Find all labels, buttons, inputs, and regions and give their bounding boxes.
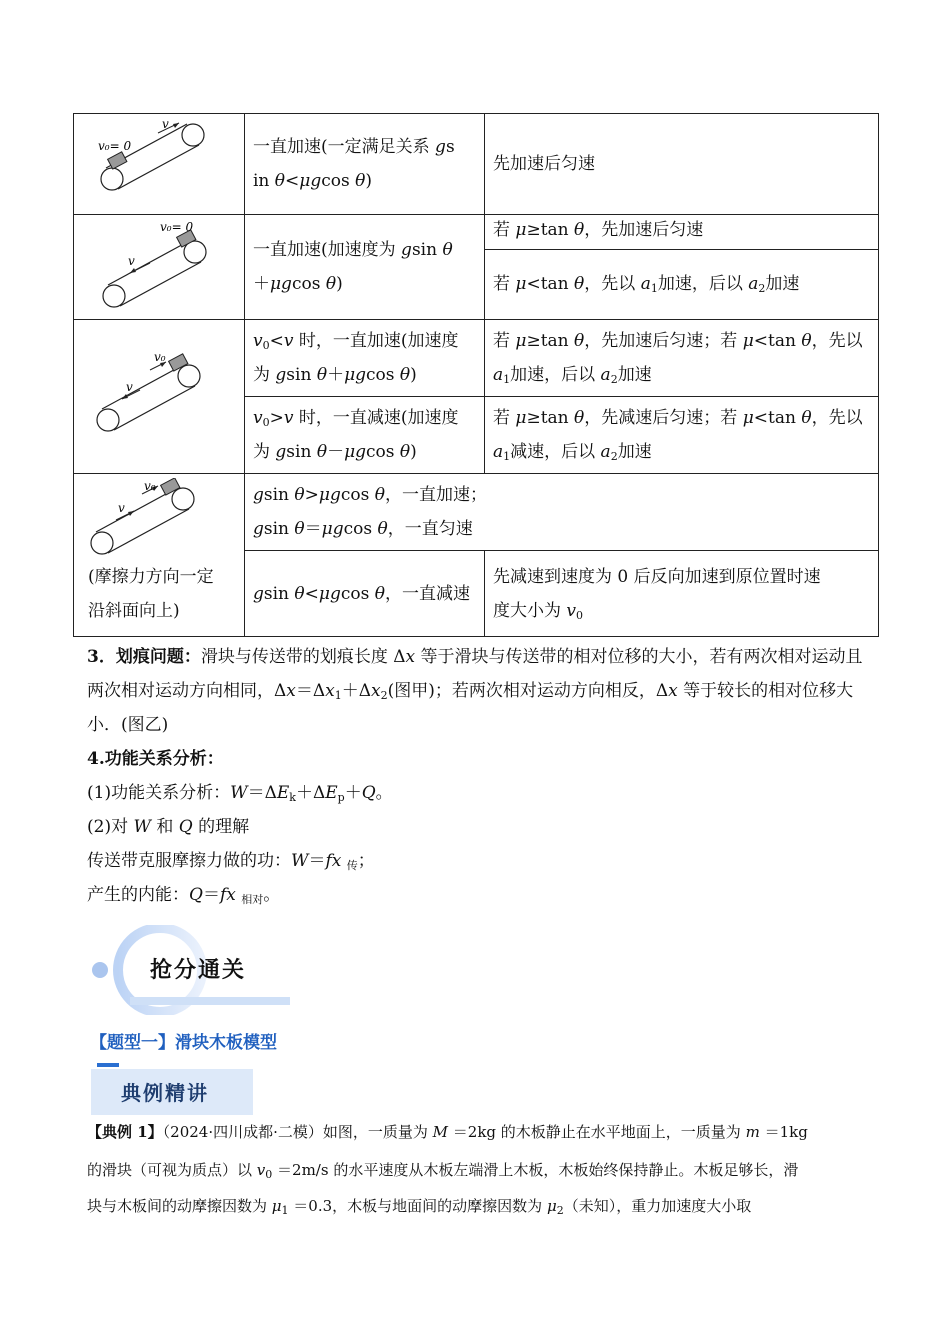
example-source: （2024·四川成都·二模） [162, 1123, 323, 1141]
section-4-title: 4.功能关系分析： [87, 749, 224, 769]
v0-label: v₀ [154, 349, 166, 364]
figure-cell-1 [74, 114, 245, 215]
type-title: 【题型一】滑块木板模型 [90, 1033, 277, 1053]
section-4-line2: (2)对 W 和 Q 的理解 [87, 817, 250, 837]
example-line-2: 的滑块（可视为质点）以 $v_0 =2m/s$ 的水平速度从木板左端滑上木板，木板始终保持静止。木板足够长，滑 [87, 1161, 799, 1181]
section-4-line4: 产生的内能：Q＝fx $_{相对}$。 [87, 885, 281, 906]
row4-condition-b: gsin θ<μgcos θ，一直减速 [245, 551, 485, 637]
banner-title: 抢分通关 [150, 958, 247, 983]
section-4-line3: 传送带克服摩擦力做的功：W＝fx $_传$； [87, 851, 375, 872]
row2-result-b: 若 μ<tan θ，先以 $a_1$加速，后以 $a_2$加速 [485, 249, 879, 319]
row4-top: gsin θ>μgcos θ，一直加速； gsin θ＝μgcos θ，一直匀速 [245, 474, 879, 551]
incline-belt-figure-2 [84, 219, 234, 315]
v0-label: v₀ [144, 479, 156, 493]
v0-label: v₀= 0 [160, 220, 194, 234]
incline-belt-figure-3 [84, 347, 234, 447]
section-4-line1: (1)功能关系分析：$W=\Delta E_k+\Delta E_p+Q$。 [87, 783, 393, 804]
v-label: v [126, 379, 133, 394]
row4-result-b: 先减速到速度为 0 后反向加速到原位置时速 度大小为 $v_0$ [485, 551, 879, 637]
figure-caption: (摩擦力方向一定沿斜面向上) [88, 567, 214, 621]
example-line-3: 块与木板间的动摩擦因数为 $\mu_1 =0.3$，木板与地面间的动摩擦因数为 $\mu_2$（未知），重力加速度大小取 [87, 1197, 752, 1217]
row1-result: 先加速后匀速 [485, 114, 879, 215]
figure-cell-4 [74, 474, 245, 637]
row1-condition: 一直加速(一定满足关系 gs in θ<μgcos θ) [245, 114, 485, 215]
conveyor-cases-table [73, 113, 879, 637]
example-tag-label: 典例精讲 [121, 1081, 209, 1105]
row2-result-a: 若 μ≥tan θ，先加速后匀速 [485, 215, 879, 250]
example-label: 【典例 1】 [87, 1123, 163, 1141]
row2-condition: 一直加速(加速度为 gsin θ ＋μgcos θ) [245, 215, 485, 320]
example-line-1: 【典例 1】（2024·四川成都·二模）如图，一质量为 M ＝2kg 的木板静止在水平地面上，一质量为 m ＝1kg [87, 1123, 808, 1141]
section-3: 3．划痕问题：滑块与传送带的划痕长度 Δx 等于滑块与传送带的相对位移的大小，若有两次相对运动且两次相对运动方向相同，$\Delta x=\Delta x_1+\Delta x_2$(图甲)；若两次相对运动方向相反，Δx 等于较长的相对位移大小．(图乙) [87, 647, 863, 735]
figure-cell-2 [74, 215, 245, 320]
v0-label: v₀= 0 [98, 139, 132, 153]
figure-cell-3 [74, 320, 245, 474]
v-label: v [162, 118, 169, 131]
row3-condition-b: $v_0>v$ 时，一直减速(加速度 为 gsin θ－μgcos θ) [245, 397, 485, 474]
section-3-title: 3．划痕问题： [87, 647, 201, 667]
v-label: v [128, 254, 135, 268]
incline-belt-figure-4 [84, 478, 234, 560]
incline-belt-figure-1 [84, 118, 234, 210]
v-label: v [118, 501, 125, 515]
row3-result-b: 若 μ≥tan θ，先减速后匀速；若 μ<tan θ，先以 $a_1$减速，后以 $a_2$加速 [485, 397, 879, 474]
row3-condition-a: $v_0<v$ 时，一直加速(加速度 为 gsin θ＋μgcos θ) [245, 320, 485, 397]
row3-result-a: 若 μ≥tan θ，先加速后匀速；若 μ<tan θ，先以 $a_1$加速，后以 $a_2$加速 [485, 320, 879, 397]
